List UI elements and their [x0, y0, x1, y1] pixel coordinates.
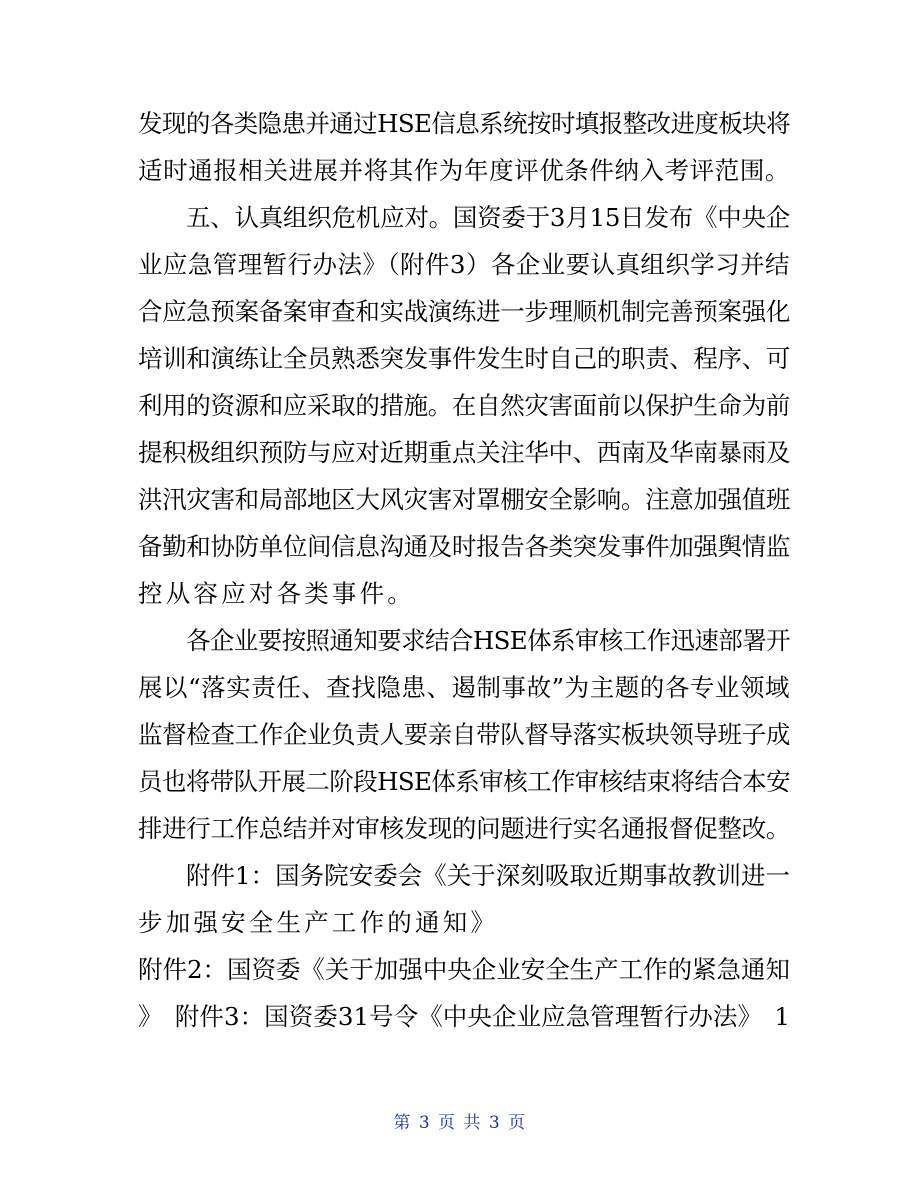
text-line: 利用的资源和应采取的措施。在自然灾害面前以保护生命为前: [138, 391, 790, 420]
text-line: 备勤和协防单位间信息沟通及时报告各类突发事件加强舆情监: [138, 532, 790, 561]
text-line: 控从容应对各类事件。: [138, 579, 415, 608]
text-line: 监督检查工作企业负责人要亲自带队督导落实板块领导班子成: [138, 720, 790, 749]
text-line: 》 附件3：国资委31号令《中央企业应急管理暂行办法》 1: [138, 1002, 790, 1031]
text-line: 各企业要按照通知要求结合HSE体系审核工作迅速部署开: [186, 626, 790, 655]
text-line: 培训和演练让全员熟悉突发事件发生时自己的职责、程序、可: [138, 344, 790, 373]
text-line: 展以“落实责任、查找隐患、遏制事故”为主题的各专业领域: [138, 673, 790, 702]
text-line: 附件2：国资委《关于加强中央企业安全生产工作的紧急通知: [138, 955, 790, 984]
text-line: 适时通报相关进展并将其作为年度评优条件纳入考评范围。: [138, 156, 790, 185]
text-line: 排进行工作总结并对审核发现的问题进行实名通报督促整改。: [138, 814, 790, 843]
text-line: 五、认真组织危机应对。国资委于3月15日发布《中央企: [186, 203, 790, 232]
page-number-footer: 第 3 页 共 3 页: [393, 1113, 527, 1133]
text-line: 员也将带队开展二阶段HSE体系审核工作审核结束将结合本安: [138, 767, 790, 796]
text-line: 业应急管理暂行办法》（附件3）各企业要认真组织学习并结: [138, 250, 790, 279]
text-line: 附件1：国务院安委会《关于深刻吸取近期事故教训进一: [186, 861, 790, 890]
text-line: 洪汛灾害和局部地区大风灾害对罩棚安全影响。注意加强值班: [138, 485, 790, 514]
text-line: 发现的各类隐患并通过HSE信息系统按时填报整改进度板块将: [138, 109, 790, 138]
text-line: 提积极组织预防与应对近期重点关注华中、西南及华南暴雨及: [138, 438, 790, 467]
text-line: 步加强安全生产工作的通知》: [138, 908, 499, 937]
text-line: 合应急预案备案审查和实战演练进一步理顺机制完善预案强化: [138, 297, 790, 326]
